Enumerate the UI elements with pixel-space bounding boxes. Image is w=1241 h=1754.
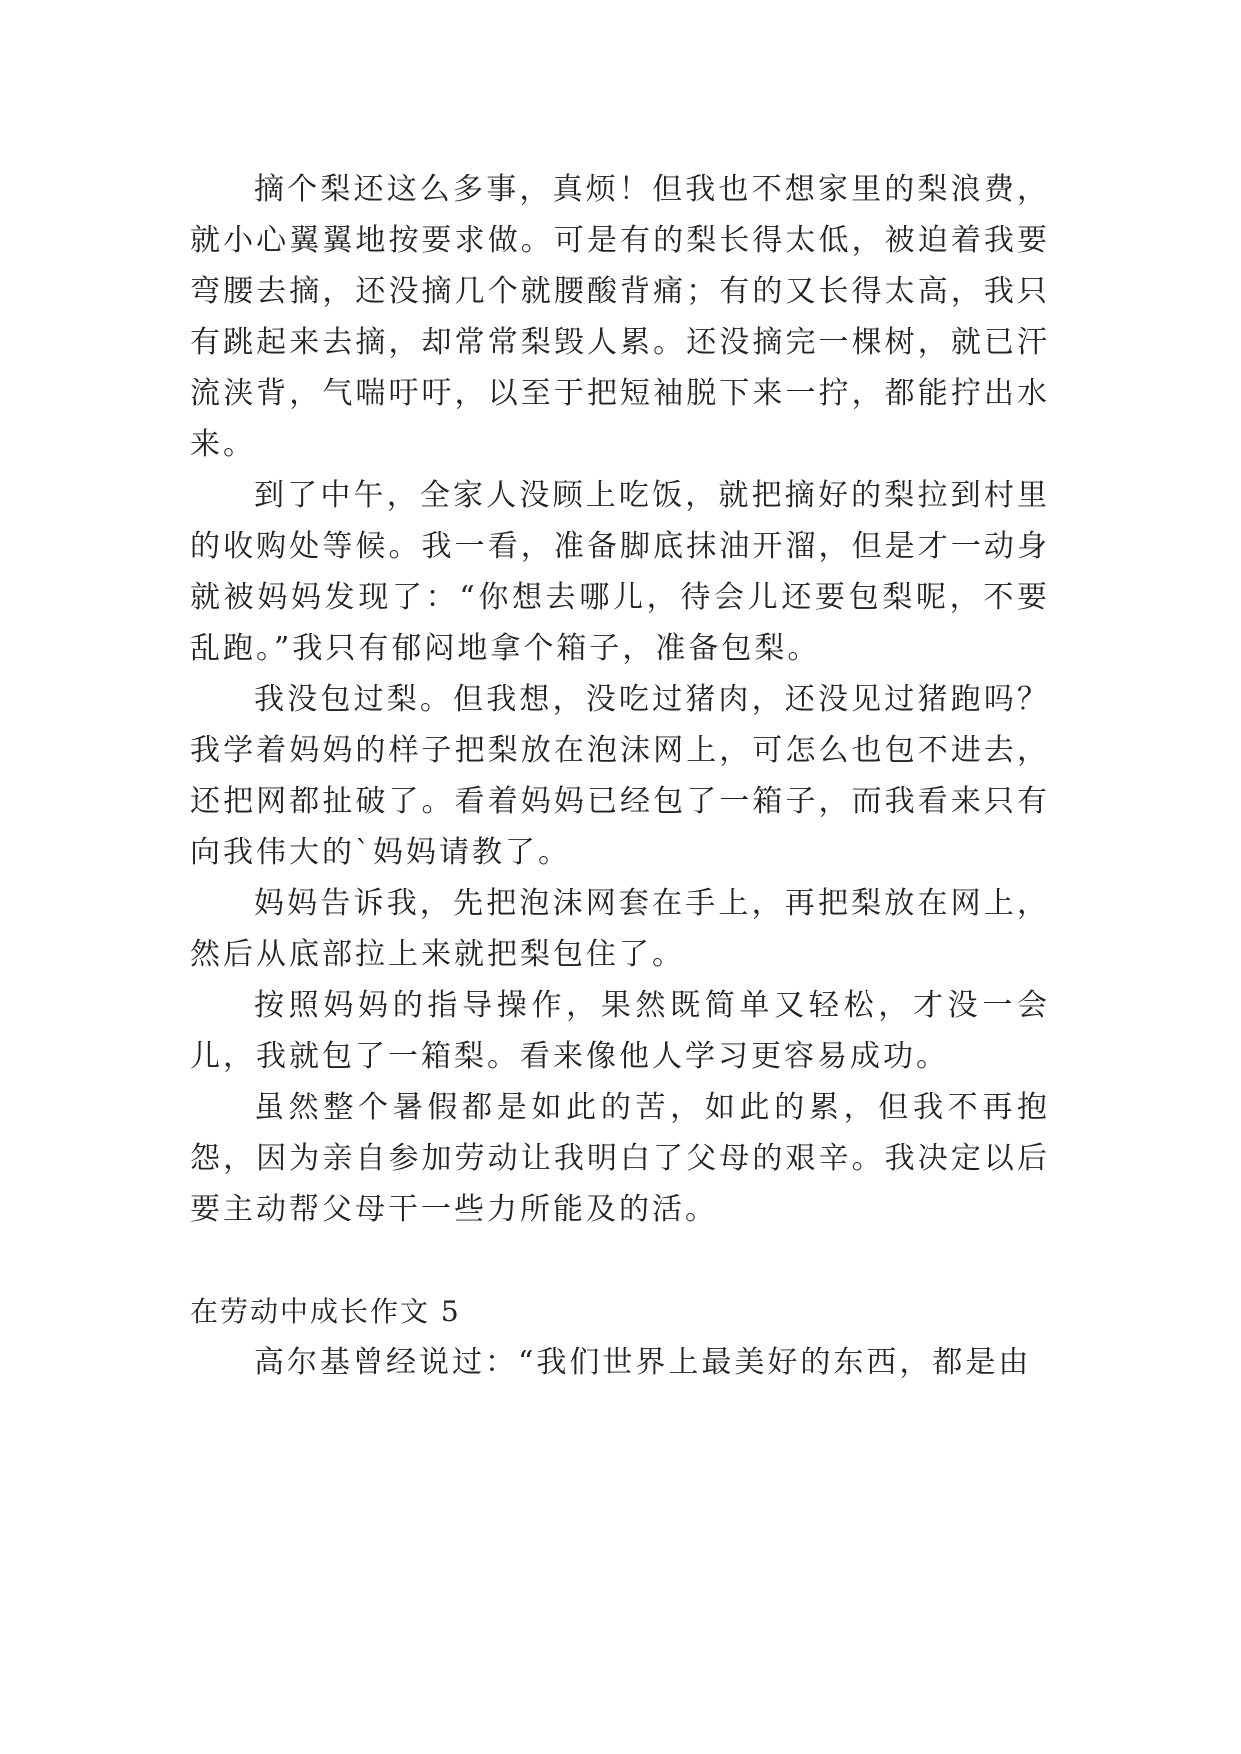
section-heading: 在劳动中成长作文 5 (190, 1295, 461, 1328)
document-body (190, 164, 1050, 1388)
paragraph: 我没包过梨。但我想，没吃过猪肉，还没见过猪跑吗？我学着妈妈的样子把梨放在泡沫网上，可怎么也包不进去，还把网都扯破了。看着妈妈已经包了一箱子，而我看来只有向我伟大的`妈妈请教了。 (190, 682, 1050, 870)
paragraph: 到了中午，全家人没顾上吃饭，就把摘好的梨拉到村里的收购处等候。我一看，准备脚底抹油开溜，但是才一动身就被妈妈发现了：“你想去哪儿，待会儿还要包梨呢，不要乱跑。”我只有郁闷地拿个箱子，准备包梨。 (190, 478, 1050, 666)
paragraph: 高尔基曾经说过：“我们世界上最美好的东西，都是由 (254, 1345, 1032, 1380)
paragraph: 虽然整个暑假都是如此的苦，如此的累，但我不再抱怨，因为亲自参加劳动让我明白了父母的艰辛。我决定以后要主动帮父母干一些力所能及的活。 (190, 1090, 1050, 1227)
section-spacer (190, 1235, 1050, 1286)
paragraph: 按照妈妈的指导操作，果然既简单又轻松，才没一会儿，我就包了一箱梨。看来像他人学习更容易成功。 (190, 988, 1050, 1074)
paragraph: 妈妈告诉我，先把泡沫网套在手上，再把梨放在网上，然后从底部拉上来就把梨包住了。 (190, 886, 1050, 972)
paragraph: 摘个梨还这么多事，真烦！但我也不想家里的梨浪费，就小心翼翼地按要求做。可是有的梨长得太低，被迫着我要弯腰去摘，还没摘几个就腰酸背痛；有的又长得太高，我只有跳起来去摘，却常常梨毁人累。还没摘完一棵树，就已汗流浃背，气喘吁吁，以至于把短袖脱下来一拧，都能拧出水来。 (190, 172, 1050, 462)
